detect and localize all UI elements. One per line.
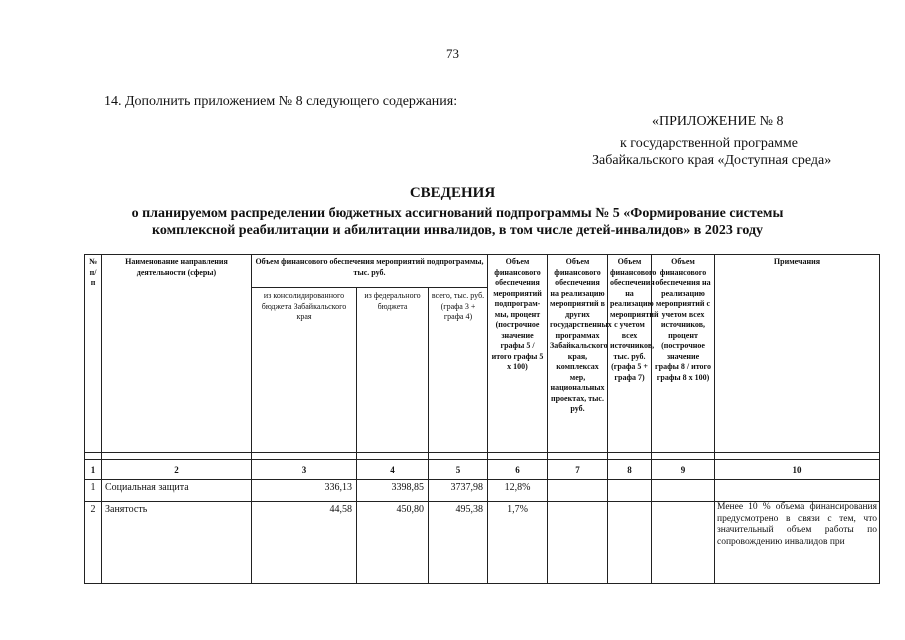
budget-table [84, 254, 880, 584]
column-numbers-row [85, 460, 880, 480]
header-sub-federal: из федерального бюджета [357, 288, 429, 453]
header-number: № п/ п [85, 255, 102, 453]
row-all-sources-percent [652, 480, 715, 502]
column-number: 2 [102, 460, 252, 480]
header-col-9: Объем финансового обеспечения на реализацию мероприятий с учетом всех источников, процент (построчное значение графы 8 / итого графы 8 х 100) [652, 255, 715, 453]
document-subtitle-line-2: комплексной реабилитации и абилитации инвалидов, в том числе детей-инвалидов» в 2023 году [151, 223, 764, 238]
row-percent: 12,8% [488, 480, 548, 502]
header-sub-regional: из консолидированного бюджета Забайкальского края [252, 288, 357, 453]
row-federal: 450,80 [357, 502, 429, 584]
column-number: 5 [429, 460, 488, 480]
column-number: 1 [85, 460, 102, 480]
row-all-sources-percent [652, 502, 715, 584]
header-col-7: Объем финансового обеспечения на реализацию мероприятий в других государственных программах Забайкальского края, комплексах мер, национальных проектах, тыс. руб. [548, 255, 608, 453]
row-federal: 3398,85 [357, 480, 429, 502]
appendix-line-2: Забайкальского края «Доступная среда» [592, 153, 832, 168]
row-number: 1 [85, 480, 102, 502]
header-sub-total: всего, тыс. руб. (графа 3 + графа 4) [429, 288, 488, 453]
row-number: 2 [85, 502, 102, 584]
column-number: 4 [357, 460, 429, 480]
column-number: 6 [488, 460, 548, 480]
header-financing-group: Объем финансового обеспечения мероприятий подпрограммы, тыс. руб. [252, 255, 488, 288]
document-subtitle-line-1: о планируемом распределении бюджетных ассигнований подпрограммы № 5 «Формирование системы [131, 206, 784, 221]
row-note [715, 480, 880, 502]
header-col-10: Примечания [715, 255, 880, 453]
page-number: 73 [446, 46, 459, 61]
row-other-programs [548, 502, 608, 584]
column-number: 10 [715, 460, 880, 480]
row-regional: 44,58 [252, 502, 357, 584]
column-number: 3 [252, 460, 357, 480]
row-regional: 336,13 [252, 480, 357, 502]
header-direction: Наименование направления деятельности (сферы) [102, 255, 252, 453]
column-number: 7 [548, 460, 608, 480]
spacer-row [85, 453, 880, 460]
row-percent: 1,7% [488, 502, 548, 584]
header-col-6: Объем финансового обеспечения мероприятий подпрограм-мы, процент (построчное значение графы 5 / итого графы 5 х 100) [488, 255, 548, 453]
table-row [85, 480, 880, 502]
appendix-line-1: к государственной программе [620, 136, 798, 151]
instruction-text: 14. Дополнить приложением № 8 следующего содержания: [104, 94, 458, 109]
row-total: 3737,98 [429, 480, 488, 502]
row-direction: Занятость [102, 502, 252, 584]
column-number: 9 [652, 460, 715, 480]
table-row [85, 502, 880, 584]
appendix-title: «ПРИЛОЖЕНИЕ № 8 [652, 114, 784, 129]
document-subtitle [95, 205, 820, 239]
row-other-programs [548, 480, 608, 502]
header-col-8: Объем финансового обеспечения на реализацию мероприятий с учетом всех источников, тыс. руб. (графа 5 + графа 7) [608, 255, 652, 453]
column-number: 8 [608, 460, 652, 480]
row-all-sources [608, 502, 652, 584]
row-note: Менее 10 % объема финансирования предусмотрено в связи с тем, что значительный объем работы по сопровождению инвалидов при [715, 502, 880, 584]
row-all-sources [608, 480, 652, 502]
header-row-1 [85, 255, 880, 288]
document-title: СВЕДЕНИЯ [409, 185, 496, 201]
row-total: 495,38 [429, 502, 488, 584]
row-direction: Социальная защита [102, 480, 252, 502]
